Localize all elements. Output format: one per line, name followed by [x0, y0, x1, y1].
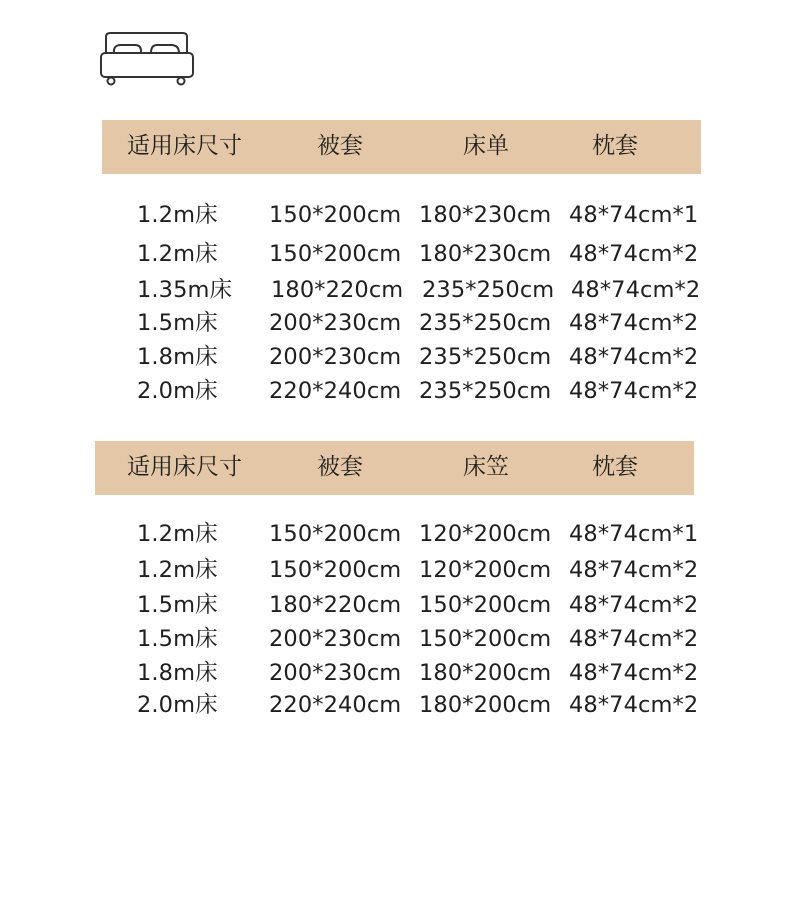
header-bed-size: 适用床尺寸	[127, 454, 242, 480]
header-bed-sheet: 床单	[463, 133, 509, 159]
bed-icon	[99, 31, 195, 87]
cell-pillowcase: 48*74cm*2	[569, 692, 699, 718]
cell-duvet-cover: 200*230cm	[269, 626, 402, 652]
table-row	[95, 521, 699, 551]
cell-pillowcase: 48*74cm*2	[571, 277, 701, 303]
cell-fitted-sheet: 120*200cm	[419, 521, 552, 547]
cell-fitted-sheet: 150*200cm	[419, 592, 552, 618]
cell-fitted-sheet: 120*200cm	[419, 557, 552, 583]
cell-bed-sheet: 235*250cm	[422, 277, 555, 303]
cell-duvet-cover: 150*200cm	[269, 241, 402, 267]
size-table-1	[102, 120, 701, 404]
cell-bed-sheet: 180*230cm	[419, 241, 552, 267]
cell-bed-size: 1.2m床	[137, 521, 218, 547]
cell-pillowcase: 48*74cm*2	[569, 310, 699, 336]
cell-duvet-cover: 150*200cm	[269, 557, 402, 583]
table-row	[95, 592, 699, 622]
table-row	[102, 344, 702, 374]
cell-pillowcase: 48*74cm*2	[569, 344, 699, 370]
table-row	[102, 241, 702, 271]
header-pillowcase: 枕套	[592, 133, 638, 159]
cell-pillowcase: 48*74cm*2	[569, 626, 699, 652]
cell-duvet-cover: 150*200cm	[269, 521, 402, 547]
table-row	[102, 202, 702, 232]
cell-pillowcase: 48*74cm*2	[569, 241, 699, 267]
cell-bed-sheet: 235*250cm	[419, 378, 552, 404]
cell-duvet-cover: 150*200cm	[269, 202, 402, 228]
cell-duvet-cover: 220*240cm	[269, 378, 402, 404]
cell-bed-size: 2.0m床	[137, 692, 218, 718]
header-pillowcase: 枕套	[592, 454, 638, 480]
cell-bed-size: 1.2m床	[137, 557, 218, 583]
cell-pillowcase: 48*74cm*2	[569, 660, 699, 686]
cell-bed-size: 1.2m床	[137, 202, 218, 228]
cell-pillowcase: 48*74cm*1	[569, 202, 699, 228]
cell-bed-sheet: 180*230cm	[419, 202, 552, 228]
table-header	[95, 441, 694, 495]
table-row	[95, 557, 699, 587]
header-bed-size: 适用床尺寸	[127, 133, 242, 159]
size-table-2	[95, 441, 699, 718]
cell-duvet-cover: 180*220cm	[271, 277, 404, 303]
table-row	[102, 378, 702, 408]
table-row	[102, 277, 702, 307]
table-header	[102, 120, 701, 174]
cell-fitted-sheet: 180*200cm	[419, 660, 552, 686]
cell-pillowcase: 48*74cm*1	[569, 521, 699, 547]
header-duvet-cover: 被套	[317, 133, 363, 159]
cell-bed-size: 1.5m床	[137, 310, 218, 336]
cell-pillowcase: 48*74cm*2	[569, 592, 699, 618]
table-row	[102, 310, 702, 340]
table-row	[95, 626, 699, 656]
header-duvet-cover: 被套	[317, 454, 363, 480]
cell-bed-size: 1.2m床	[137, 241, 218, 267]
table-row	[95, 660, 699, 690]
cell-bed-size: 1.35m床	[137, 277, 233, 303]
cell-duvet-cover: 200*230cm	[269, 660, 402, 686]
table-row	[95, 692, 699, 722]
cell-bed-sheet: 235*250cm	[419, 310, 552, 336]
cell-pillowcase: 48*74cm*2	[569, 557, 699, 583]
cell-bed-sheet: 235*250cm	[419, 344, 552, 370]
cell-fitted-sheet: 180*200cm	[419, 692, 552, 718]
cell-duvet-cover: 200*230cm	[269, 310, 402, 336]
cell-bed-size: 1.8m床	[137, 344, 218, 370]
cell-fitted-sheet: 150*200cm	[419, 626, 552, 652]
cell-duvet-cover: 180*220cm	[269, 592, 402, 618]
cell-pillowcase: 48*74cm*2	[569, 378, 699, 404]
header-fitted-sheet: 床笠	[463, 454, 509, 480]
cell-bed-size: 1.5m床	[137, 626, 218, 652]
cell-bed-size: 1.8m床	[137, 660, 218, 686]
cell-bed-size: 1.5m床	[137, 592, 218, 618]
cell-duvet-cover: 220*240cm	[269, 692, 402, 718]
cell-bed-size: 2.0m床	[137, 378, 218, 404]
cell-duvet-cover: 200*230cm	[269, 344, 402, 370]
